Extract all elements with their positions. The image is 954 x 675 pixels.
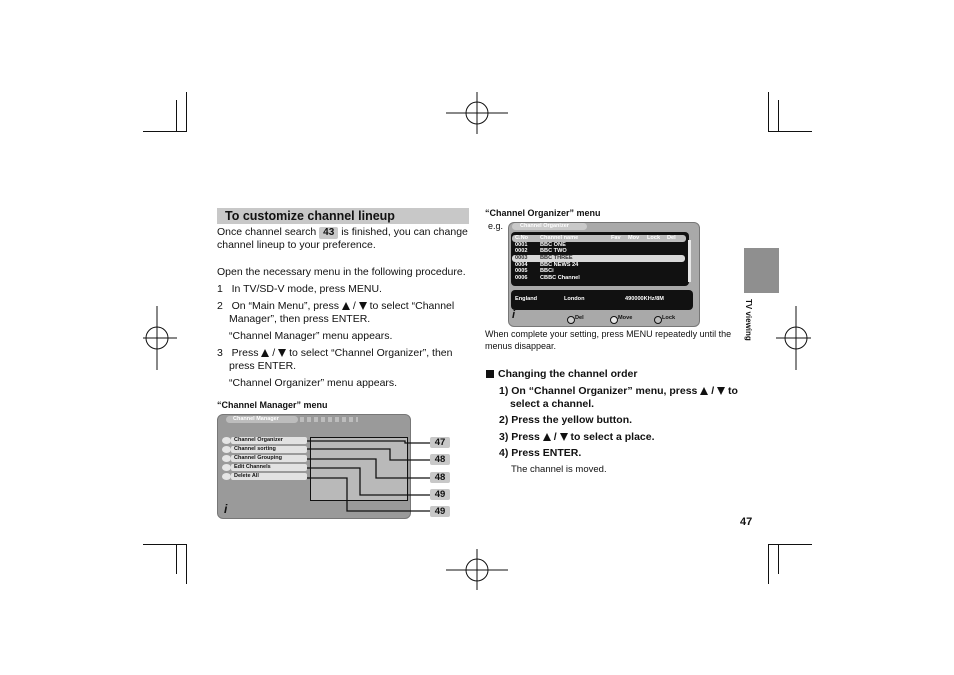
step-number: 2 (217, 300, 223, 312)
co-header-fav: Fav (611, 235, 621, 241)
cm-item-channel-sorting[interactable]: Channel sorting (231, 446, 307, 453)
step-text: to select a place. (570, 431, 655, 443)
order-step-4-note: The channel is moved. (511, 464, 607, 475)
cm-item-edit-channels[interactable]: Edit Channels (231, 464, 307, 471)
cm-item-channel-grouping[interactable]: Channel Grouping (231, 455, 307, 462)
intro-text: Once channel search (217, 226, 317, 238)
intro-text: is finished, you can change (341, 226, 468, 238)
co-note-line-2: menus disappear. (485, 341, 557, 351)
info-icon: i (512, 309, 516, 321)
co-info-bar (511, 290, 693, 310)
co-channel-name: BBCi (540, 268, 554, 274)
co-channel-number: 0005 (515, 268, 528, 274)
co-footer-lock: Lock (662, 315, 676, 321)
step-text: On “Main Menu”, press (231, 300, 339, 312)
step-3-note: “Channel Organizer” menu appears. (229, 377, 398, 389)
info-icon: i (224, 502, 228, 516)
step-2-cont: Manager”, then press ENTER. (229, 313, 371, 325)
order-step-2: 2) Press the yellow button. (499, 414, 633, 426)
blue-button-icon (654, 316, 662, 324)
co-info-city: London (564, 296, 585, 302)
step-3-cont: press ENTER. (229, 360, 297, 372)
co-header-mov: Mov (628, 235, 640, 241)
red-button-icon (567, 316, 575, 324)
step-text: to select “Channel (369, 300, 455, 312)
co-header-del: Del (667, 235, 676, 241)
co-note-line-1: When complete your setting, press MENU repeatedly until the (485, 329, 732, 339)
co-scrollbar[interactable] (688, 240, 691, 282)
page-ref-badge: 49 (430, 506, 450, 517)
co-info-region: England (515, 296, 538, 302)
separator: / (711, 385, 715, 397)
co-channel-name: BBC NEWS 24 (540, 262, 579, 268)
section-heading: To customize channel lineup (225, 209, 395, 223)
order-step-1-cont: select a channel. (510, 398, 595, 410)
co-caption: “Channel Organizer” menu (485, 208, 601, 218)
co-channel-number: 0001 (515, 242, 528, 248)
up-arrow-icon (543, 433, 551, 441)
co-channel-name: BBC ONE (540, 242, 566, 248)
up-arrow-icon (700, 387, 708, 395)
order-step-3 (499, 430, 655, 444)
step-text: to (728, 385, 738, 397)
separator: / (272, 347, 276, 359)
step-text: In TV/SD-V mode, press MENU. (231, 283, 382, 295)
separator: / (553, 431, 557, 443)
page-ref-badge: 48 (430, 472, 450, 483)
cm-title-text: Channel Manager (233, 416, 279, 422)
square-bullet-icon (486, 370, 494, 378)
step-number: 1 (217, 283, 223, 295)
co-channel-number: 0003 (515, 255, 528, 261)
intro-procedure: Open the necessary menu in the following procedure. (217, 266, 466, 278)
co-channel-name: BBC TWO (540, 248, 567, 254)
co-eg: e.g. (488, 221, 504, 231)
co-channel-name: BBC THREE (540, 255, 573, 261)
co-header-lock: Lock (647, 235, 661, 241)
step-2-note: “Channel Manager” menu appears. (229, 330, 393, 342)
step-text: Press (231, 347, 259, 359)
step-text: 1) On “Channel Organizer” menu, press (499, 385, 698, 397)
co-channel-number: 0002 (515, 248, 528, 254)
co-header-no: C.No (515, 235, 529, 241)
co-selected-row-bar (512, 255, 685, 262)
yellow-button-icon (610, 316, 618, 324)
down-arrow-icon (717, 387, 725, 395)
co-screen-title (512, 223, 587, 230)
co-header-name: Channel name (540, 235, 579, 241)
page-ref-badge: 48 (430, 454, 450, 465)
cm-item-channel-organizer[interactable]: Channel Organizer (231, 437, 307, 444)
step-text: to select “Channel Organizer”, then (289, 347, 453, 359)
order-step-4: 4) Press ENTER. (499, 447, 582, 459)
order-title: Changing the channel order (498, 368, 638, 380)
co-footer-move: Move (618, 315, 633, 321)
page-ref-badge: 49 (430, 489, 450, 500)
step-number: 3 (217, 347, 223, 359)
co-title-text: Channel Organizer (520, 223, 569, 229)
page-number: 47 (740, 516, 753, 528)
co-channel-name: CBBC Channel (540, 275, 580, 281)
order-step-1 (499, 384, 738, 398)
co-channel-number: 0004 (515, 262, 528, 268)
co-channel-number: 0006 (515, 275, 528, 281)
co-footer-del: Del (575, 315, 584, 321)
intro-line-2: channel lineup to your preference. (217, 239, 376, 251)
separator: / (352, 300, 356, 312)
side-tab-label: TV viewing (744, 299, 753, 341)
cm-item-delete-all[interactable]: Delete All (231, 473, 307, 480)
page-ref-badge: 43 (319, 227, 338, 239)
page-ref-badge: 47 (430, 437, 450, 448)
cm-caption: “Channel Manager” menu (217, 400, 328, 410)
co-info-frequency: 490000KHz/8M (625, 296, 664, 302)
down-arrow-icon (560, 433, 568, 441)
step-text: 3) Press (499, 431, 540, 443)
side-tab (744, 248, 779, 293)
